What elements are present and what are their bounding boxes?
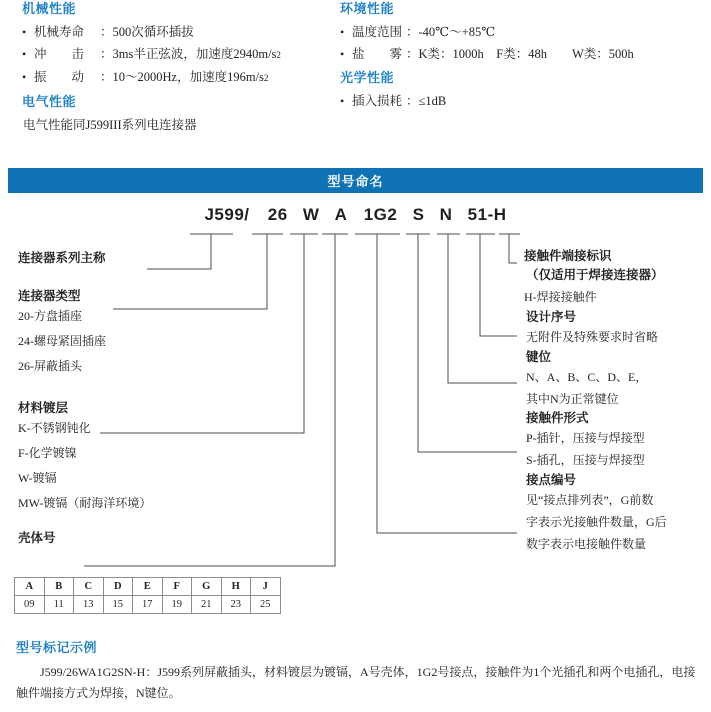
label-shell-title: 壳体号	[18, 531, 56, 545]
shell-header-j: J	[251, 578, 281, 596]
spec-separator: ：	[100, 47, 113, 61]
label-plating-item-2: W-镀镉	[18, 471, 57, 485]
label-keying-item-0: N、A、B、C、D、E，	[526, 370, 648, 384]
shell-value-j: 25	[251, 596, 281, 614]
left-label-column	[18, 250, 288, 546]
spec-row-salt-spray	[340, 43, 705, 65]
bullet-icon: •	[22, 25, 27, 39]
pn-segment-type: 26	[267, 205, 288, 224]
pn-segment-series: J599/	[204, 205, 250, 224]
spec-unit-exponent: 2	[276, 50, 281, 60]
bullet-icon: •	[340, 25, 345, 39]
spec-value: 3ms半正弦波，加速度2940m/s	[112, 47, 277, 61]
spec-separator: ：	[406, 47, 419, 61]
bullet-icon: •	[340, 47, 345, 61]
banner-title: 型号命名	[327, 174, 384, 189]
label-plating-title: 材料镀层	[18, 401, 69, 415]
spec-separator: ：	[406, 25, 419, 39]
label-type-title: 连接器类型	[18, 289, 81, 303]
spec-label: 盐 雾	[352, 47, 403, 61]
spec-row-vibration	[22, 66, 352, 89]
label-termination-mark-subtitle: （仅适用于焊接连接器）	[526, 268, 664, 282]
specs-right-column	[340, 0, 705, 112]
label-contact-arrangement-item-0: 见“接点排列表”，G前数	[526, 493, 654, 507]
shell-header-a: A	[15, 578, 45, 596]
spec-value: 10～2000Hz，加速度196m/s	[112, 70, 264, 84]
shell-value-c: 13	[74, 596, 104, 614]
optical-performance-heading: 光学性能	[340, 70, 395, 85]
label-contact-style-item-1: S-插孔，压接与焊接型	[526, 453, 645, 467]
table-row-values	[15, 596, 281, 614]
pn-segment-contact-style: S	[412, 205, 425, 224]
spec-value: K类：1000h F类：48h W类：500h	[418, 47, 634, 61]
spec-separator: ：	[100, 25, 113, 39]
bullet-icon: •	[22, 70, 27, 84]
label-termination-mark-title: 接触件端接标识	[524, 249, 612, 263]
label-termination-mark-item-0: H-焊接接触件	[524, 290, 597, 304]
spec-label: 温度范围	[352, 25, 403, 39]
label-keying-title: 键位	[526, 350, 552, 364]
pn-segment-design-sequence: 51	[467, 205, 488, 224]
spec-separator: ：	[406, 94, 419, 108]
spec-label: 振 动	[34, 70, 85, 84]
label-plating-item-3: MW-镀镉（耐海洋环境）	[18, 496, 152, 510]
bullet-icon: •	[340, 94, 345, 108]
label-group-design-sequence	[524, 309, 711, 348]
spec-separator: ：	[100, 70, 113, 84]
electrical-performance-heading: 电气性能	[22, 94, 77, 109]
spec-value: -40℃～+85℃	[418, 25, 496, 39]
shell-value-h: 23	[221, 596, 251, 614]
label-contact-style-title: 接触件形式	[526, 411, 589, 425]
shell-header-b: B	[44, 578, 74, 596]
pn-segment-plating: W	[302, 205, 320, 224]
shell-header-g: G	[192, 578, 222, 596]
model-marking-example-section	[16, 638, 706, 704]
shell-size-table	[14, 577, 281, 614]
spec-row-insertion-loss	[340, 90, 705, 112]
spec-label: 机械寿命	[34, 25, 85, 39]
shell-value-e: 17	[133, 596, 163, 614]
label-group-contact-style	[524, 410, 711, 471]
spec-label: 冲 击	[34, 47, 85, 61]
shell-header-d: D	[103, 578, 133, 596]
part-number-display	[0, 205, 711, 225]
shell-value-a: 09	[15, 596, 45, 614]
model-designation-banner	[8, 168, 703, 193]
label-contact-arrangement-item-2: 数字表示电接触件数量	[526, 537, 647, 551]
label-group-plating	[18, 400, 288, 516]
specifications-section	[0, 0, 711, 160]
example-heading: 型号标记示例	[16, 640, 98, 655]
pn-segment-keying: N	[439, 205, 453, 224]
spec-label: 插入损耗	[352, 94, 403, 108]
specs-left-column	[22, 0, 352, 136]
spec-value: ≤1dB	[418, 94, 447, 108]
shell-header-h: H	[221, 578, 251, 596]
spec-row-temperature-range	[340, 21, 705, 43]
bullet-icon: •	[22, 47, 27, 61]
right-label-column	[524, 248, 711, 555]
label-group-series	[18, 250, 288, 266]
spec-row-mechanical-life	[22, 21, 352, 43]
label-type-item-2: 26-屏蔽插头	[18, 359, 82, 373]
mechanical-performance-heading: 机械性能	[22, 1, 77, 16]
label-group-contact-arrangement	[524, 472, 711, 555]
pn-segment-termination-mark: -H	[487, 205, 507, 224]
label-type-item-1: 24-螺母紧固插座	[18, 334, 106, 348]
pn-segment-shell: A	[334, 205, 348, 224]
shell-value-f: 19	[162, 596, 192, 614]
label-design-sequence-item-0: 无附件及特殊要求时省略	[526, 330, 659, 344]
electrical-performance-text: 电气性能同J599III系列电连接器	[23, 118, 197, 132]
shell-header-e: E	[133, 578, 163, 596]
label-contact-arrangement-title: 接点编号	[526, 473, 577, 487]
label-design-sequence-title: 设计序号	[526, 310, 577, 324]
label-group-termination-mark	[524, 248, 711, 308]
label-group-shell	[18, 530, 288, 546]
shell-header-f: F	[162, 578, 192, 596]
spec-unit-exponent: 2	[263, 73, 269, 83]
spec-row-shock	[22, 43, 352, 66]
shell-value-d: 15	[103, 596, 133, 614]
shell-header-c: C	[74, 578, 104, 596]
shell-value-g: 21	[192, 596, 222, 614]
example-body-text: J599/26WA1G2SN-H：J599系列屏蔽插头，材料镀层为镀镉，A号壳体，1G2号接点，接触件为1个光插孔和两个电插孔，电接触件端接方式为焊接，N键位。	[16, 665, 696, 700]
shell-value-b: 11	[44, 596, 74, 614]
environmental-performance-heading: 环境性能	[340, 1, 395, 16]
label-plating-item-0: K-不锈钢钝化	[18, 421, 91, 435]
label-series-title: 连接器系列主称	[18, 251, 106, 265]
table-row-headers	[15, 578, 281, 596]
pn-segment-contact-arrangement: 1G2	[363, 205, 398, 224]
label-plating-item-1: F-化学镀镍	[18, 446, 77, 460]
label-contact-arrangement-item-1: 字表示光接触件数量，G后	[526, 515, 667, 529]
spec-value: 500次循环插拔	[112, 25, 194, 39]
label-group-keying	[524, 349, 711, 410]
label-keying-item-1: 其中N为正常键位	[526, 392, 619, 406]
label-type-item-0: 20-方盘插座	[18, 309, 82, 323]
label-contact-style-item-0: P-插针，压接与焊接型	[526, 431, 645, 445]
label-group-type	[18, 288, 288, 379]
